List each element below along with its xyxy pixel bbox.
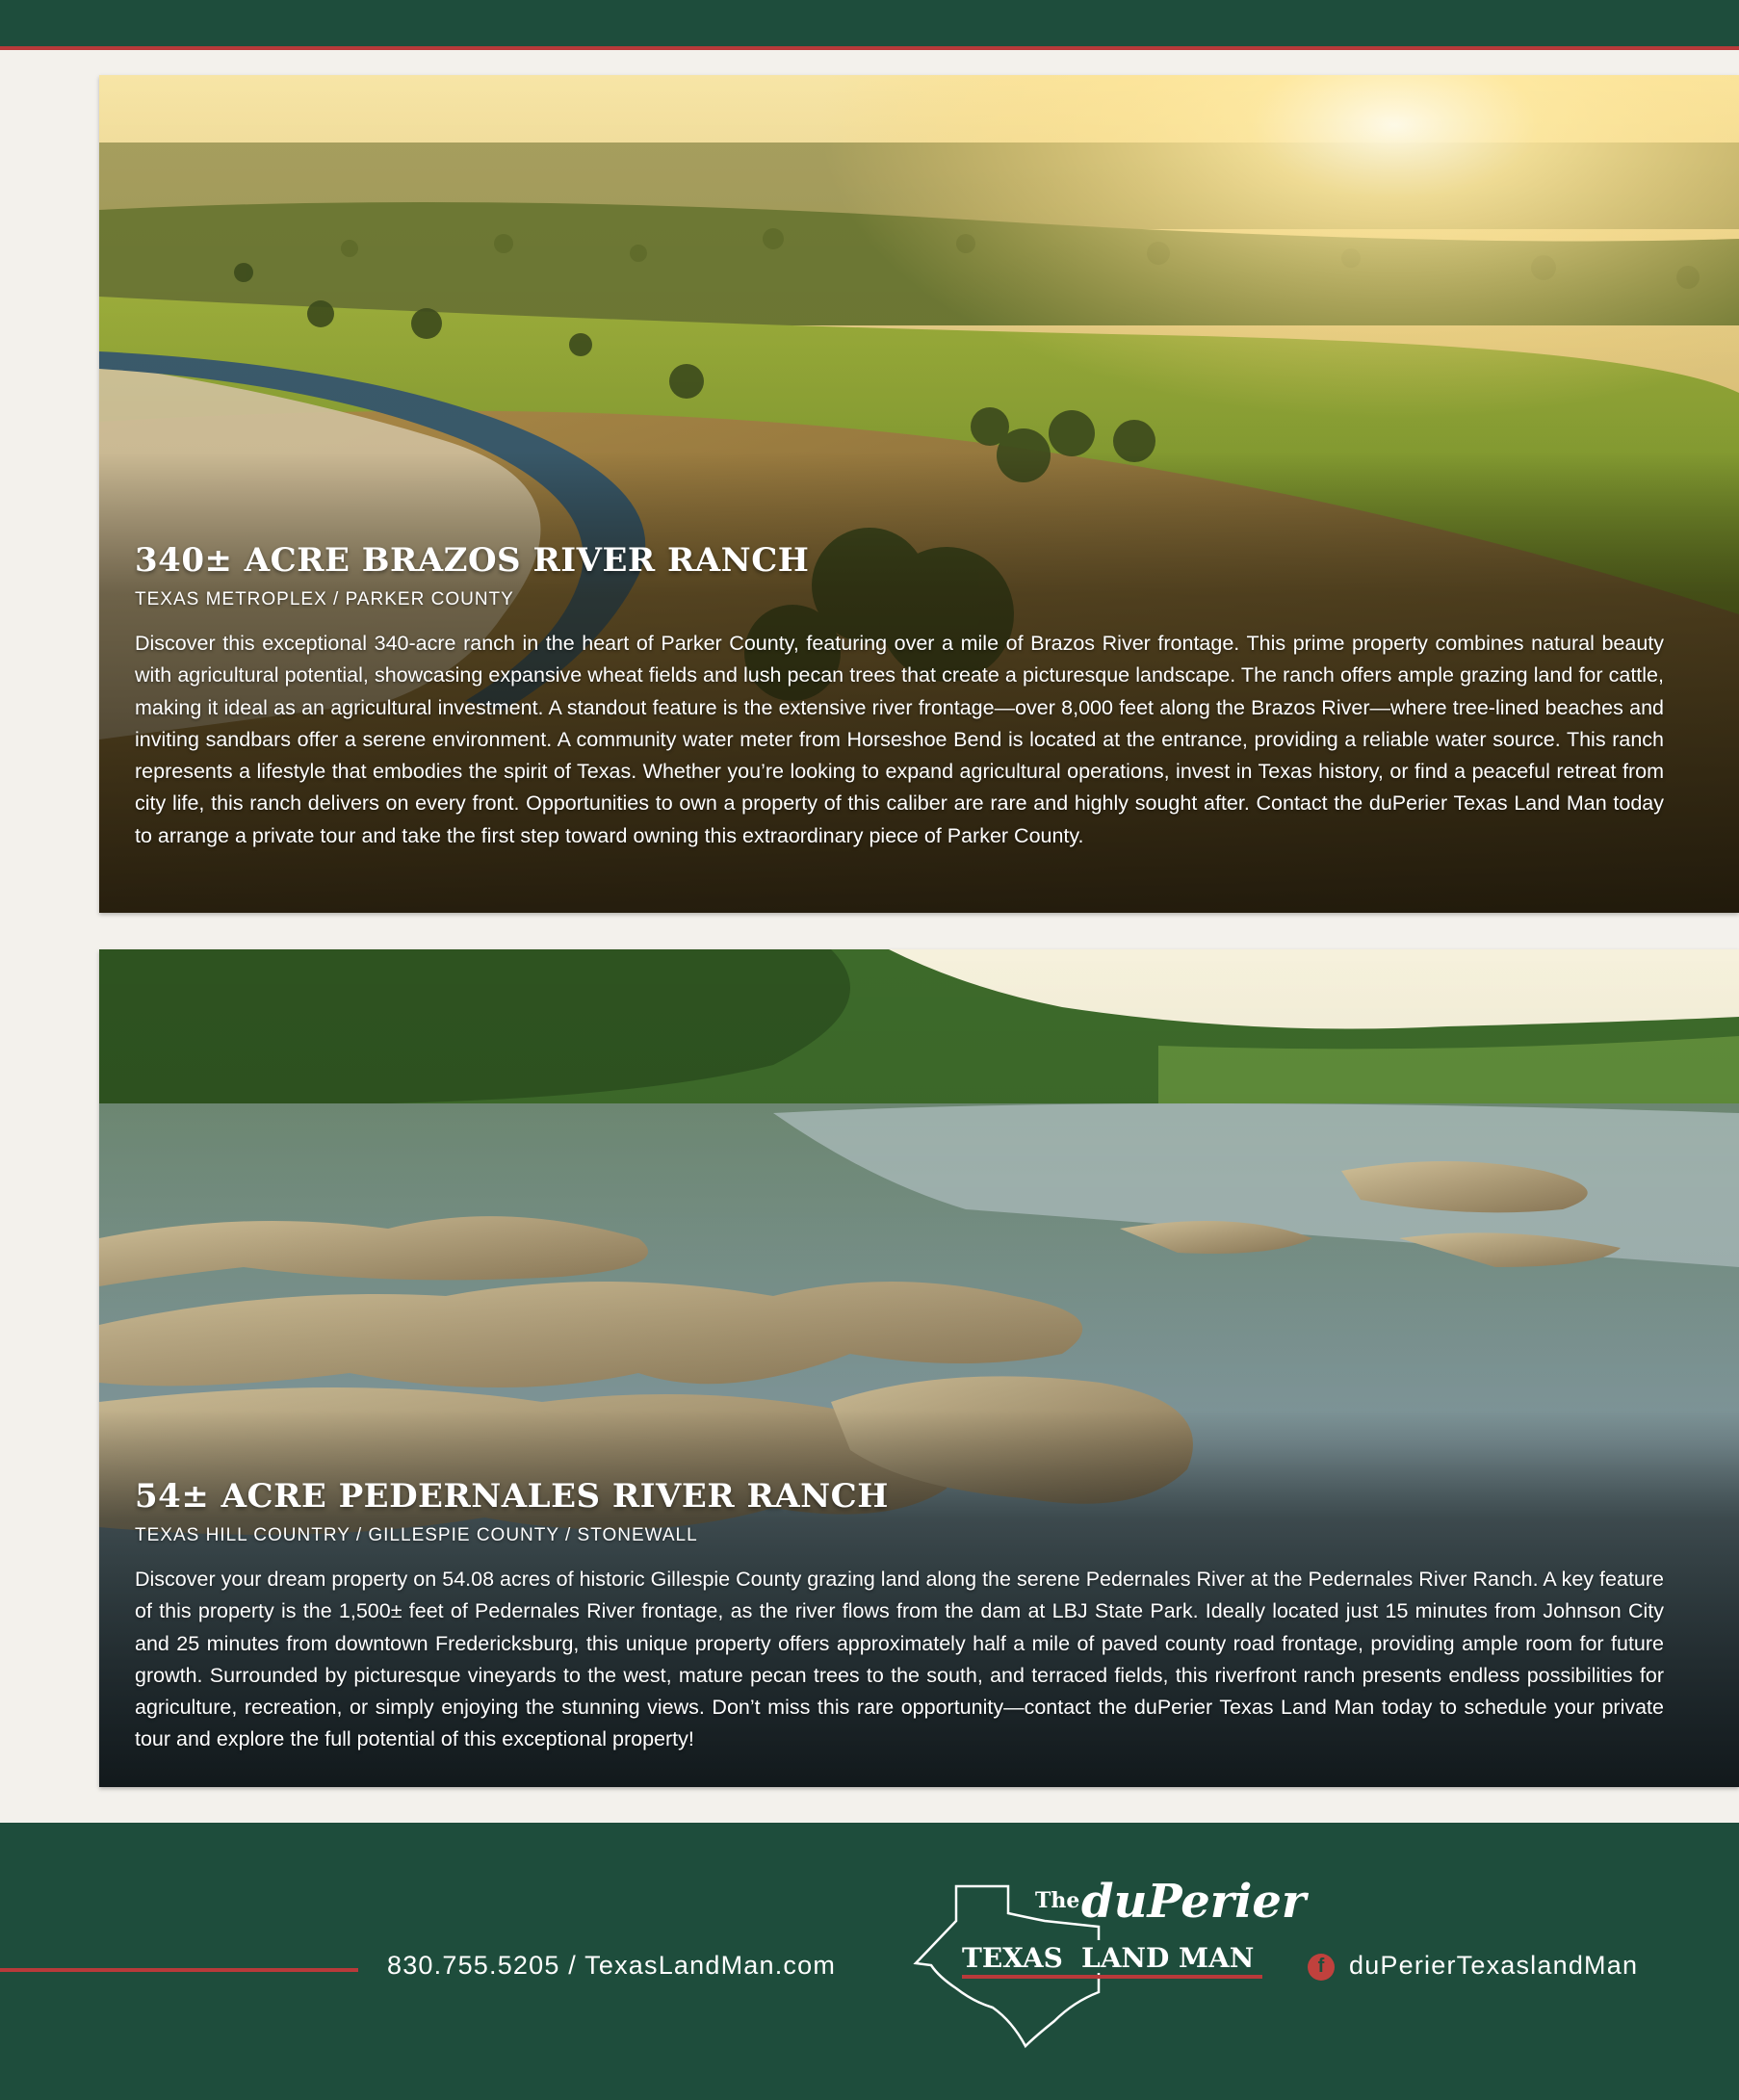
- listing-location: TEXAS HILL COUNTRY / GILLESPIE COUNTY / STONEWALL: [135, 1525, 698, 1545]
- footer-accent-rule: [0, 1968, 358, 1972]
- top-accent-rule: [0, 46, 1739, 50]
- logo-land-man: LAND MAN: [1081, 1942, 1255, 1974]
- listing-brazos-river-ranch: [99, 75, 1739, 913]
- facebook-icon[interactable]: f: [1308, 1954, 1335, 1981]
- listing-description: Discover your dream property on 54.08 acres of historic Gillespie County grazing land along the serene Pedernales River at the Pedernales River Ranch. A key feature of this property is the 1,500± feet of Pedernales River frontage, as the river flows from the dam at LBJ State Park. Ideally located just 15 minutes from Johnson City and 25 minutes from downtown Fredericksburg, this unique property offers approximately half a mile of paved county road frontage, providing ample room for future growth. Surrounded by picturesque vineyards to the west, mature pecan trees to the south, and terraced fields, this riverfront ranch presents endless possibilities for agriculture, recreation, or simply enjoying the stunning views. Don’t miss this rare opportunity—contact the duPerier Texas Land Man today to schedule your private tour and explore the full potential of this exceptional property!: [135, 1568, 1664, 1751]
- footer: [0, 1823, 1739, 2100]
- listing-copy: [135, 541, 1664, 852]
- social-handle[interactable]: duPerierTexaslandMan: [1349, 1951, 1639, 1980]
- listing-title: 340± ACRE BRAZOS RIVER RANCH: [135, 541, 810, 580]
- texas-land-man-logo: [910, 1857, 1307, 2050]
- logo-the: The: [1035, 1888, 1080, 1913]
- listing-location: TEXAS METROPLEX / PARKER COUNTY: [135, 589, 514, 609]
- listing-pedernales-river-ranch: [99, 949, 1739, 1787]
- listing-title: 54± ACRE PEDERNALES RIVER RANCH: [135, 1477, 889, 1516]
- contact-info[interactable]: 830.755.5205 / TexasLandMan.com: [387, 1951, 837, 1980]
- logo-texas: TEXAS: [962, 1942, 1063, 1974]
- logo-script-name: duPerier: [1081, 1875, 1307, 1929]
- listing-copy: [135, 1477, 1664, 1756]
- top-band: [0, 0, 1739, 46]
- listing-description: Discover this exceptional 340-acre ranch in the heart of Parker County, featuring over a mile of Brazos River frontage. This prime property combines natural beauty with agricultural potential, showcasing expansive wheat fields and lush pecan trees that create a picturesque landscape. The ranch offers ample grazing land for cattle, making it ideal as an agricultural investment. A standout feature is the extensive river frontage—over 8,000 feet along the Brazos River—where tree-lined beaches and inviting sandbars offer a serene environment. A community water meter from Horseshoe Bend is located at the entrance, providing a reliable water source. This ranch represents a lifestyle that embodies the spirit of Texas. Whether you’re looking to expand agricultural operations, invest in Texas history, or find a peaceful retreat from city life, this ranch delivers on every front. Opportunities to own a property of this caliber are rare and highly sought after. Contact the duPerier Texas Land Man today to arrange a private tour and take the first step toward owning this extraordinary piece of Parker County.: [135, 632, 1664, 847]
